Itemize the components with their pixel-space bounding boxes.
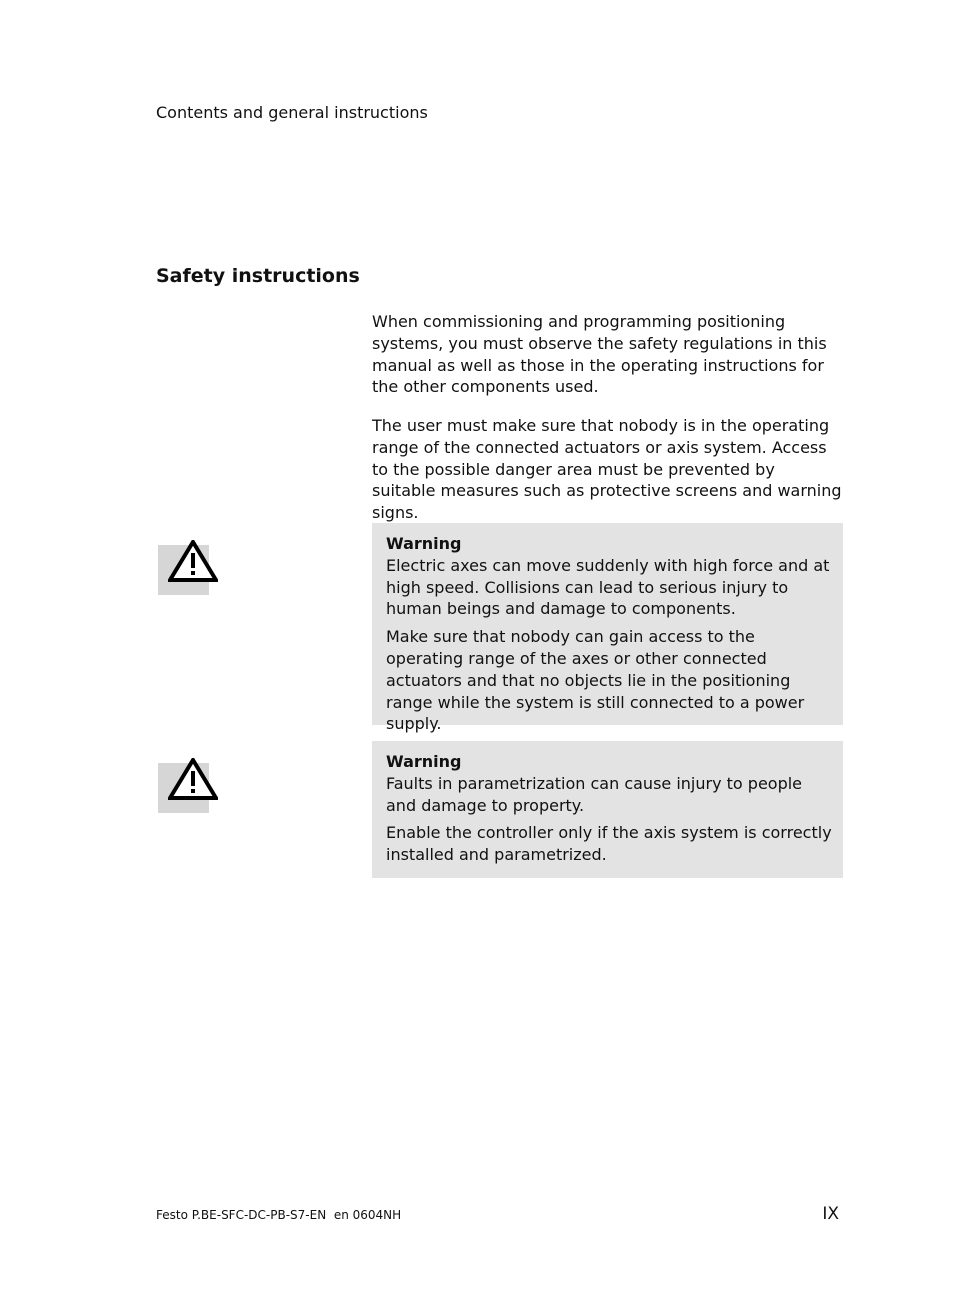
warning-triangle-icon bbox=[168, 758, 218, 800]
warning-box-2 bbox=[372, 741, 843, 878]
intro-paragraph: When commissioning and programming positioning systems, you must observe the safety regulations in this manual as well as those in the operating instructions for the other components used. bbox=[372, 312, 827, 397]
warning-title: Warning bbox=[386, 534, 462, 553]
footer-document-id: Festo P.BE-SFC-DC-PB-S7-EN en 0604NH bbox=[156, 1208, 402, 1222]
access-paragraph: The user must make sure that nobody is in the operating range of the connected actuators or axis system. Access to the possible danger area must be prevented by suitable measures such as protective screens and warning signs. bbox=[372, 416, 842, 523]
footer-page-number: IX bbox=[822, 1204, 839, 1224]
warning-triangle-icon bbox=[168, 540, 218, 582]
warning-icon-1 bbox=[158, 540, 220, 594]
warning-title: Warning bbox=[386, 752, 462, 771]
warning-text: Enable the controller only if the axis system is correctly installed and parametrized. bbox=[386, 823, 832, 865]
section-title: Safety instructions bbox=[156, 265, 360, 287]
warning-icon-2 bbox=[158, 758, 220, 812]
running-header: Contents and general instructions bbox=[156, 103, 428, 122]
warning-text: Make sure that nobody can gain access to the operating range of the axes or other connected actuators and that no objects lie in the positioning range while the system is still connected to a power supply. bbox=[386, 627, 805, 734]
warning-text: Electric axes can move suddenly with high force and at high speed. Collisions can lead to serious injury to human beings and damage to components. bbox=[386, 555, 830, 619]
warning-box-1 bbox=[372, 523, 843, 734]
warning-text: Faults in parametrization can cause injury to people and damage to property. bbox=[386, 773, 803, 815]
